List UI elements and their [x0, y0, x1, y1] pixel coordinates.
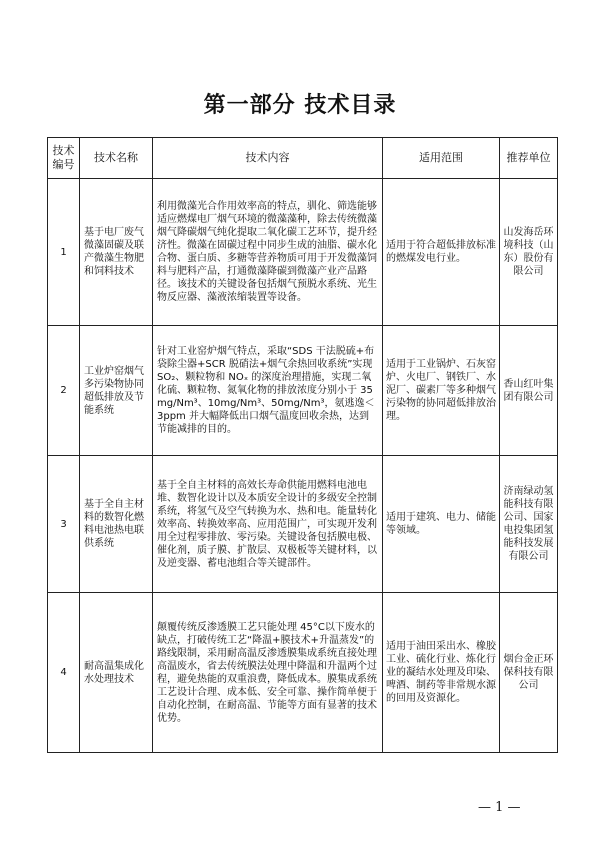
tech-name-cell: 工业炉窑烟气多污染物协同超低排放及节能系统 — [80, 326, 153, 456]
header-recommending-unit: 推荐单位 — [500, 138, 558, 179]
header-tech-content: 技术内容 — [153, 138, 383, 179]
header-tech-number: 技术编号 — [48, 138, 80, 179]
recommending-unit-cell: 香山红叶集团有限公司 — [500, 326, 558, 456]
tech-content-cell: 基于全自主材料的高效长寿命供能用燃料电池电堆、数智化设计以及本质安全设计的多级安全控制系统，将氢气及空气转换为水、热和电。能量转化效率高、转换效率高、应用范围广，可实现开发利用全过程零排放、零污染。关键设备包括膜电极、催化剂，质子膜、扩散层、双极板等关键材料，以及逆变器、蓄电池组合等关键部件。 — [153, 456, 383, 593]
tech-content-cell: 颠覆传统反渗透膜工艺只能处理 45°C以下废水的缺点，打破传统工艺“降温+膜技术+升温蒸发”的路线限制，采用耐高温反渗透膜集成系统直接处理高温废水，省去传统膜法处理中降温和升温两个过程，避免热能的双重浪费，降低成本。膜集成系统工艺设计合理、成本低、安全可靠、操作简单便于自动化控制，在耐高温、节能等方面有显著的技术优势。 — [153, 593, 383, 753]
page-title: 第一部分 技术目录 — [203, 92, 397, 118]
recommending-unit-cell: 山发海岳环境科技（山东）股份有限公司 — [500, 179, 558, 326]
tech-name-cell: 基于电厂废气微藻固碳及联产微藻生物肥和饲料技术 — [80, 179, 153, 326]
technology-catalog-table — [47, 137, 558, 753]
tech-content-cell: 利用微藻光合作用效率高的特点，驯化、筛选能够适应燃煤电厂烟气环境的微藻藻种，除去传统微藻烟气降碳烟气纯化提取二氧化碳工艺环节，提升经济性。微藻在固碳过程中同步生成的油脂、碳水化合物、蛋白质、多糖等营养物质可用于开发微藻饲料与肥料产品，打通微藻降碳到微藻产业产品路径。该技术的关键设备包括烟气预脱水系统、光生物反应器、藻液浓缩装置等设备。 — [153, 179, 383, 326]
header-applicable-scope: 适用范围 — [383, 138, 500, 179]
recommending-unit-cell: 济南绿动氢能科技有限公司、国家电投集团氢能科技发展有限公司 — [500, 456, 558, 593]
table-header-row — [48, 138, 558, 179]
tech-name-cell: 耐高温集成化水处理技术 — [80, 593, 153, 753]
table-row — [48, 593, 558, 753]
applicable-scope-cell: 适用于符合超低排放标准的燃煤发电行业。 — [383, 179, 500, 326]
table-row — [48, 456, 558, 593]
applicable-scope-cell: 适用于油田采出水、橡胶工业、硫化行业、炼化行业的凝结水处理及印染、啤酒、制药等非常规水源的回用及资源化。 — [383, 593, 500, 753]
tech-number-cell: 4 — [48, 593, 80, 753]
page-number: — 1 — — [478, 800, 521, 815]
table-row — [48, 326, 558, 456]
tech-number-cell: 3 — [48, 456, 80, 593]
tech-name-cell: 基于全自主材料的数智化燃料电池热电联供系统 — [80, 456, 153, 593]
recommending-unit-cell: 烟台金正环保科技有限公司 — [500, 593, 558, 753]
tech-content-cell: 针对工业窑炉烟气特点，采取“SDS 干法脱硫+布袋除尘器+SCR 脱硝法+烟气余热回收系统”实现 SO₂、颗粒物和 NOₓ 的深度治理措施，实现二氧化硫、颗粒物、氮氧化物的排放浓度分别小于 35mg/Nm³、10mg/Nm³、50mg/Nm³，氨逃逸＜3ppm 并大幅降低出口烟气温度回收余热，达到节能减排的目的。 — [153, 326, 383, 456]
tech-number-cell: 1 — [48, 179, 80, 326]
applicable-scope-cell: 适用于建筑、电力、储能等领域。 — [383, 456, 500, 593]
tech-number-cell: 2 — [48, 326, 80, 456]
header-tech-name: 技术名称 — [80, 138, 153, 179]
applicable-scope-cell: 适用于工业锅炉、石灰窑炉、火电厂、钢铁厂、水泥厂、碳素厂等多种烟气污染物的协同超低排放治理。 — [383, 326, 500, 456]
table-row — [48, 179, 558, 326]
